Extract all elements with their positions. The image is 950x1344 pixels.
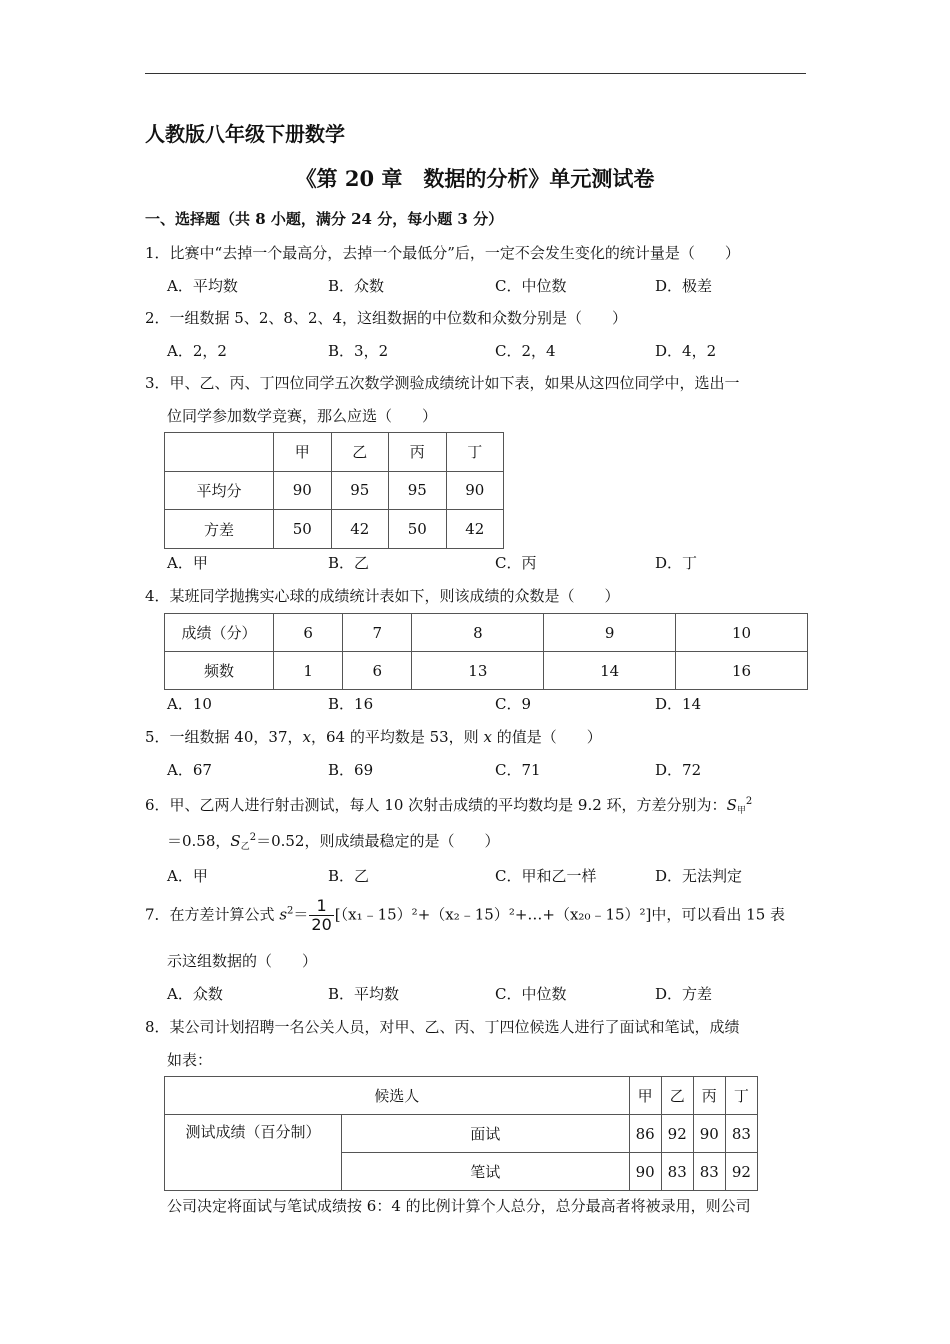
table-cell [165, 433, 274, 472]
table-cell: 乙 [331, 433, 389, 472]
chapter-title: 《第 20 章 数据的分析》单元测试卷 [295, 166, 655, 191]
table-cell: 乙 [661, 1077, 693, 1115]
table-cell: 候选人 [165, 1077, 630, 1115]
question-4-option-d: D．14 [655, 695, 702, 713]
question-1-stem: 1．比赛中“去掉一个最高分，去掉一个最低分”后，一定不会发生变化的统计量是（ ） [145, 244, 740, 262]
question-8-tail: 公司决定将面试与笔试成绩按 6：4 的比例计算个人总分，总分最高者将被录用，则公司 [167, 1197, 751, 1215]
table-cell: 8 [412, 614, 544, 652]
table-cell: 成绩（分） [165, 614, 274, 652]
table-cell: 6 [343, 652, 412, 690]
question-3-stem-line2: 位同学参加数学竞赛，那么应选（ ） [167, 407, 438, 425]
table-cell: 95 [331, 471, 389, 510]
table-row [165, 1115, 758, 1153]
table-row [165, 510, 504, 549]
question-6-stem-line2: ＝0.58，$S_乙^2=0.52$，则成绩最稳定的是（ ） [167, 832, 500, 852]
table-cell: 笔试 [342, 1153, 630, 1191]
table-cell: 方差 [165, 510, 274, 549]
question-3-option-b: B．乙 [328, 554, 370, 572]
question-4-stem: 4．某班同学抛携实心球的成绩统计表如下，则该成绩的众数是（ ） [145, 587, 620, 605]
table-cell: 甲 [629, 1077, 661, 1115]
question-6-option-d: D．无法判定 [655, 867, 743, 885]
question-2-option-c: C．2，4 [495, 342, 556, 360]
question-7-option-b: B．平均数 [328, 985, 400, 1003]
document-title: 人教版八年级下册数学 [145, 122, 345, 146]
table-cell: 90 [629, 1153, 661, 1191]
table-cell: 50 [274, 510, 332, 549]
question-6-option-b: B．乙 [328, 867, 370, 885]
question-7-option-d: D．方差 [655, 985, 713, 1003]
table-cell: 42 [446, 510, 504, 549]
table-row [165, 652, 808, 690]
question-5-option-d: D．72 [655, 761, 702, 779]
table-cell: 面试 [342, 1115, 630, 1153]
question-5-option-a: A．67 [167, 761, 212, 779]
table-row [165, 614, 808, 652]
table-row [165, 1077, 758, 1115]
table-cell: 频数 [165, 652, 274, 690]
question-1-option-a: A．平均数 [167, 277, 238, 295]
question-4-option-c: C．9 [495, 695, 532, 713]
table-cell: 90 [446, 471, 504, 510]
table-cell: 90 [274, 471, 332, 510]
question-6-stem-line1: 6．甲、乙两人进行射击测试，每人 10 次射击成绩的平均数均是 9.2 环，方差分别为：$S_甲^2$ [145, 796, 753, 816]
question-7-option-a: A．众数 [167, 985, 223, 1003]
section-heading: 一、选择题（共 8 小题，满分 24 分，每小题 3 分） [145, 210, 504, 228]
question-5-stem: 5．一组数据 40，37，x，64 的平均数是 53，则 x 的值是（ ） [145, 728, 602, 746]
question-1-option-d: D．极差 [655, 277, 713, 295]
question-8-stem-line1: 8．某公司计划招聘一名公关人员，对甲、乙、丙、丁四位候选人进行了面试和笔试，成绩 [145, 1018, 740, 1036]
table-cell: 丙 [693, 1077, 725, 1115]
table-cell: 42 [331, 510, 389, 549]
question-1-option-b: B．众数 [328, 277, 385, 295]
table-cell: 90 [693, 1115, 725, 1153]
table-cell: 14 [544, 652, 676, 690]
question-4-option-a: A．10 [167, 695, 212, 713]
question-1-option-c: C．中位数 [495, 277, 567, 295]
table-cell: 9 [544, 614, 676, 652]
question-6-option-a: A．甲 [167, 867, 208, 885]
question-4-option-b: B．16 [328, 695, 374, 713]
question-2-option-d: D．4，2 [655, 342, 717, 360]
table-cell: 甲 [274, 433, 332, 472]
table-cell: 83 [693, 1153, 725, 1191]
table-cell: 16 [676, 652, 808, 690]
table-cell: 平均分 [165, 471, 274, 510]
question-8-table [164, 1076, 758, 1191]
table-cell: 丙 [389, 433, 447, 472]
table-cell: 丁 [725, 1077, 757, 1115]
question-2-stem: 2．一组数据 5、2、8、2、4，这组数据的中位数和众数分别是（ ） [145, 309, 628, 327]
question-6-option-c: C．甲和乙一样 [495, 867, 597, 885]
question-3-table [164, 432, 504, 549]
table-cell: 6 [274, 614, 343, 652]
table-cell: 13 [412, 652, 544, 690]
table-cell: 95 [389, 471, 447, 510]
question-4-table [164, 613, 808, 690]
question-8-stem-line2: 如表： [167, 1051, 213, 1069]
table-row [165, 433, 504, 472]
table-cell: 7 [343, 614, 412, 652]
question-5-option-b: B．69 [328, 761, 374, 779]
table-cell: 83 [661, 1153, 693, 1191]
formula-fraction: $\frac{1}{20}$ [311, 896, 332, 934]
table-cell: 测试成绩（百分制） [165, 1115, 342, 1191]
header-rule [145, 73, 806, 74]
table-cell: 83 [725, 1115, 757, 1153]
table-cell: 86 [629, 1115, 661, 1153]
question-2-option-a: A．2，2 [167, 342, 227, 360]
question-3-stem-line1: 3．甲、乙、丙、丁四位同学五次数学测验成绩统计如下表，如果从这四位同学中，选出一 [145, 374, 740, 392]
table-cell: 丁 [446, 433, 504, 472]
question-3-option-c: C．丙 [495, 554, 537, 572]
question-7-stem-line2: 示这组数据的（ ） [167, 952, 318, 970]
question-3-option-d: D．丁 [655, 554, 698, 572]
table-cell: 92 [725, 1153, 757, 1191]
table-cell: 50 [389, 510, 447, 549]
question-7-option-c: C．中位数 [495, 985, 567, 1003]
table-cell: 1 [274, 652, 343, 690]
question-5-option-c: C．71 [495, 761, 541, 779]
question-2-option-b: B．3，2 [328, 342, 389, 360]
table-cell: 10 [676, 614, 808, 652]
question-7-stem-line1: 7．在方差计算公式 $s^2=$ $\frac{1}{20}$ [（x₁﹣15）²+（x₂﹣15）²+…+（x₂₀﹣15）²]中，可以看出 15 表 [145, 896, 786, 934]
question-3-option-a: A．甲 [167, 554, 208, 572]
table-row [165, 471, 504, 510]
table-cell: 92 [661, 1115, 693, 1153]
